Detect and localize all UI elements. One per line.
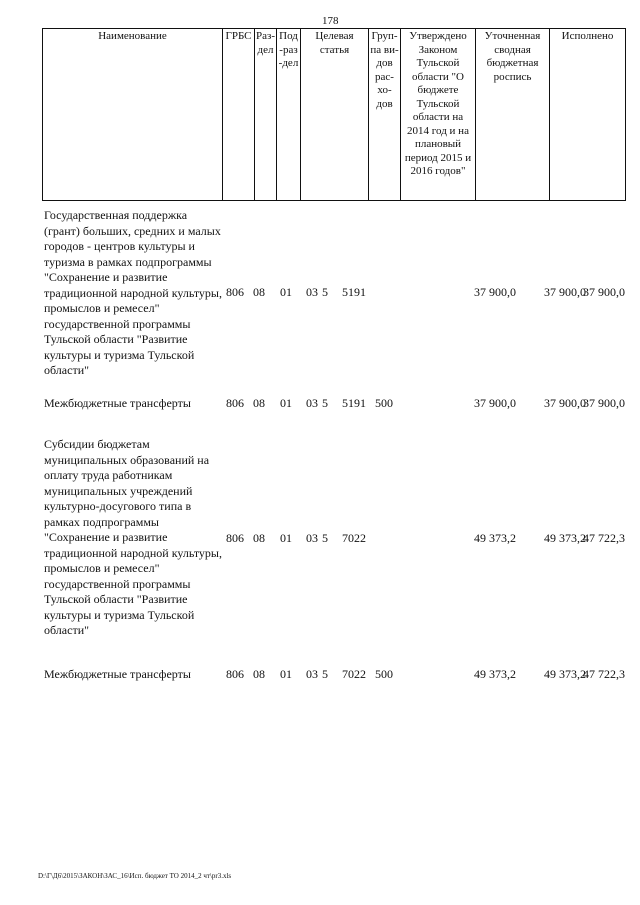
cell-grbs: 806 <box>226 396 244 410</box>
cell-grbs: 806 <box>226 285 244 299</box>
header-executed: Исполнено <box>550 29 626 201</box>
header-target: Целевая статья <box>301 29 369 201</box>
header-podrazdel: Под-раз-дел <box>277 29 301 201</box>
cell-podrazdel: 01 <box>280 396 292 410</box>
table-row <box>42 437 625 647</box>
cell-podrazdel: 01 <box>280 285 292 299</box>
cell-target-code: 5191 <box>342 285 366 299</box>
cell-razdel: 08 <box>253 667 265 681</box>
row-name: Межбюджетные трансферты <box>44 667 191 681</box>
header-name: Наименование <box>43 29 223 201</box>
cell-target-program: 03 <box>306 396 318 410</box>
cell-expense-group: 500 <box>375 396 393 410</box>
cell-expense-group: 500 <box>375 667 393 681</box>
cell-target-program: 03 <box>306 667 318 681</box>
header-specified: Уточненная сводная бюджетная роспись <box>476 29 550 201</box>
header-group: Груп-па ви-дов рас-хо-дов <box>369 29 401 201</box>
cell-target-code: 5191 <box>342 396 366 410</box>
cell-approved: 49 373,2 <box>474 531 516 545</box>
cell-executed: 47 722,3 <box>583 531 625 545</box>
row-name: Субсидии бюджетам муниципальных образований на оплату труда работникам муниципальных учреждений культурно-досугового типа в рамках подпрограммы "Сохранение и развитие традиционной народной культуры, промыслов и ремесел" государственной программы Тульской области "Развитие культуры и туризма Тульской области" <box>44 437 222 637</box>
header-grbs: ГРБС <box>223 29 255 201</box>
cell-target-code: 7022 <box>342 667 366 681</box>
cell-target-subprogram: 5 <box>322 531 328 545</box>
row-name: Межбюджетные трансферты <box>44 396 191 410</box>
cell-specified: 49 373,2 <box>544 531 586 545</box>
cell-executed: 37 900,0 <box>583 285 625 299</box>
cell-approved: 37 900,0 <box>474 396 516 410</box>
cell-specified: 49 373,2 <box>544 667 586 681</box>
cell-grbs: 806 <box>226 667 244 681</box>
header-approved: Утверждено Законом Тульской области "О бюджете Тульской области на 2014 год и на плановый период 2015 и 2016 годов" <box>401 29 476 201</box>
cell-target-subprogram: 5 <box>322 285 328 299</box>
cell-target-program: 03 <box>306 285 318 299</box>
cell-executed: 37 900,0 <box>583 396 625 410</box>
table-header <box>42 28 626 201</box>
cell-razdel: 08 <box>253 396 265 410</box>
cell-executed: 47 722,3 <box>583 667 625 681</box>
cell-razdel: 08 <box>253 285 265 299</box>
header-razdel: Раз-дел <box>255 29 277 201</box>
cell-razdel: 08 <box>253 531 265 545</box>
cell-target-code: 7022 <box>342 531 366 545</box>
table-row <box>42 396 625 414</box>
table-row <box>42 667 625 685</box>
row-name: Государственная поддержка (грант) больших, средних и малых городов - центров культуры и туризма в рамках подпрограммы "Сохранение и развитие традиционной народной культуры, промыслов и ремесел" государственной программы Тульской области "Развитие культуры и туризма Тульской области" <box>44 208 222 377</box>
table-row <box>42 208 625 378</box>
cell-podrazdel: 01 <box>280 531 292 545</box>
cell-approved: 49 373,2 <box>474 667 516 681</box>
page-number: 178 <box>322 15 339 27</box>
cell-target-subprogram: 5 <box>322 396 328 410</box>
cell-podrazdel: 01 <box>280 667 292 681</box>
cell-target-program: 03 <box>306 531 318 545</box>
footer-file-path: D:\Г\Д6\2015\ЗАКОН\ЗАС_16\Исп. бюджет ТО 2014_2 чт\pr3.xls <box>38 872 232 880</box>
cell-approved: 37 900,0 <box>474 285 516 299</box>
cell-specified: 37 900,0 <box>544 396 586 410</box>
cell-grbs: 806 <box>226 531 244 545</box>
cell-target-subprogram: 5 <box>322 667 328 681</box>
cell-specified: 37 900,0 <box>544 285 586 299</box>
